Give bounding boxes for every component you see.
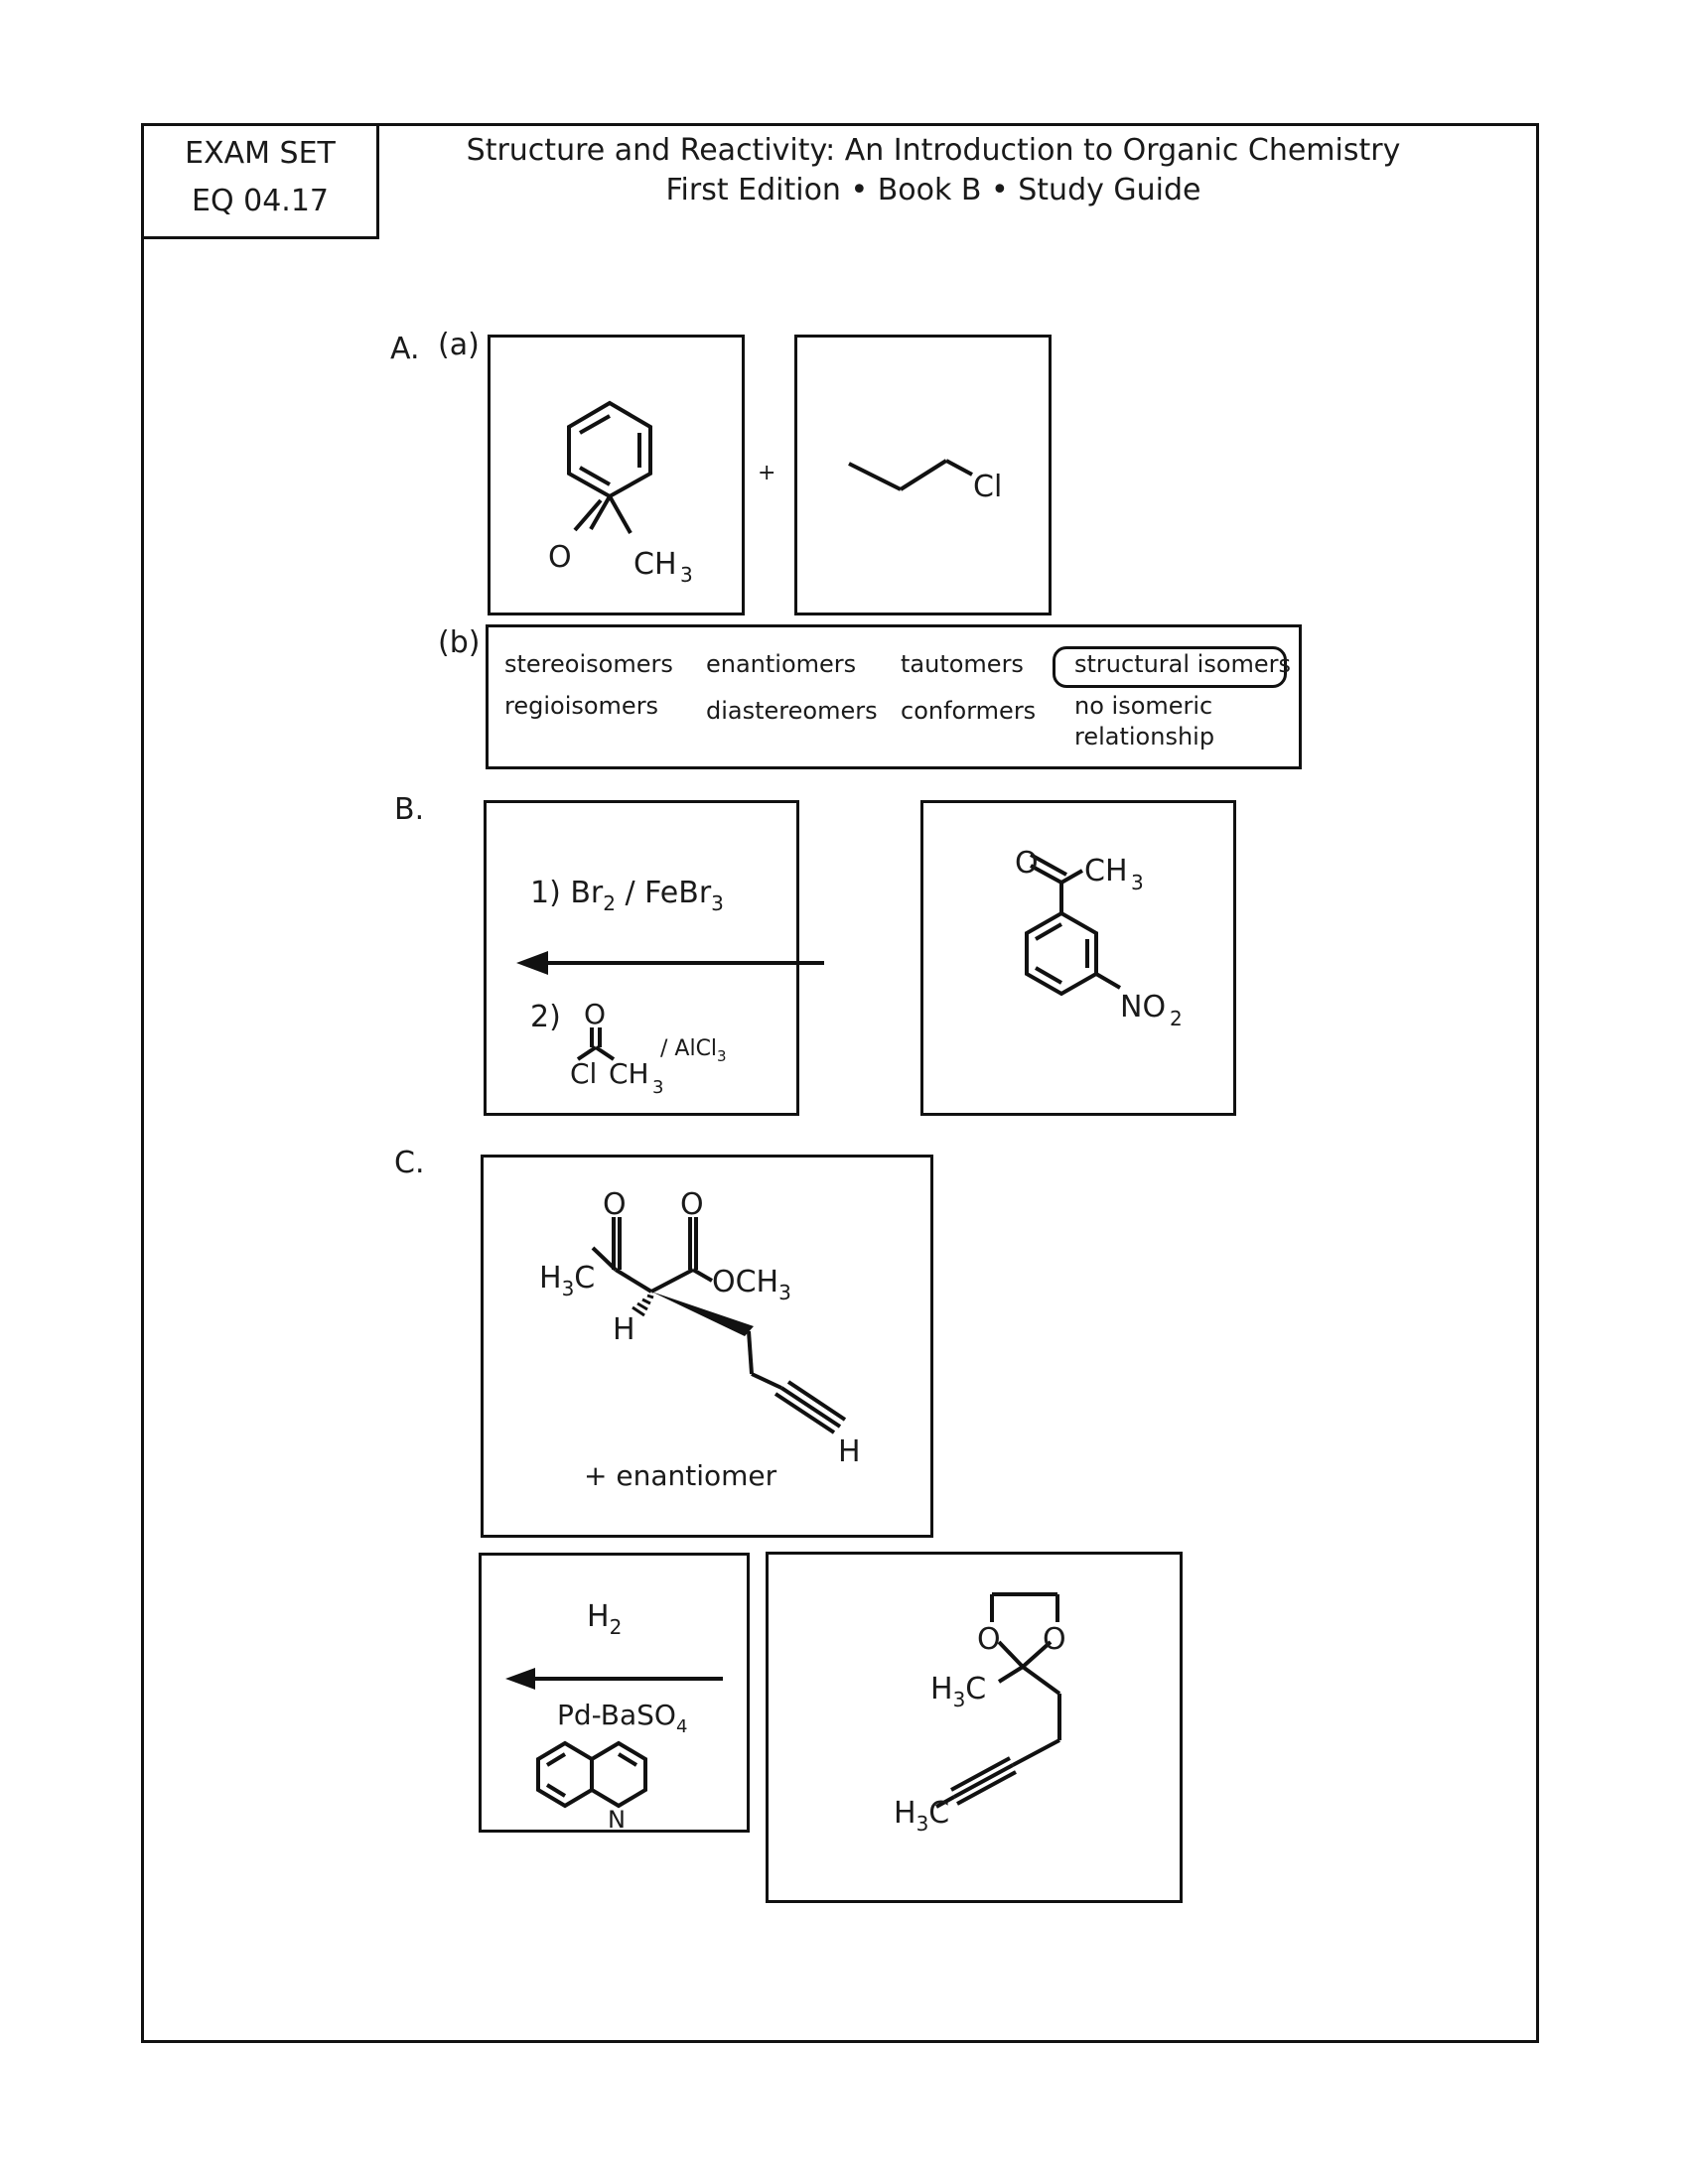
part-c-label: C. [394,1146,425,1180]
alcl3-text: / AlCl$_3$ [660,1036,727,1065]
option-relationship[interactable]: relationship [1074,723,1215,751]
option-diastereomers[interactable]: diastereomers [706,697,878,725]
reagents-c-drawing [482,1556,753,1836]
isomer-options-box [486,624,1302,769]
acyl-ch-sub: 3 [652,1077,664,1098]
nitro-sub: 2 [1170,1007,1183,1030]
exam-tag [141,123,379,239]
part-a-label: A. [390,332,420,366]
part-b-label: B. [394,792,425,827]
dioxolane-o2: O [1043,1622,1066,1657]
quinoline-n: N [608,1806,626,1834]
alkyne-methyl-label: $H_3C$ [894,1796,950,1836]
methyl-ch: CH [633,547,677,582]
part-a-sub-b: (b) [438,625,481,660]
option-tautomers[interactable]: tautomers [901,650,1024,678]
methoxy-label: $OCH_3$ [712,1265,791,1304]
acyl-cl: Cl [570,1057,598,1090]
exam-set-label: EXAM SET [185,136,336,171]
target-molecule-structure [484,1158,936,1541]
dioxolane-alkyne-structure [769,1555,1186,1906]
chloropropane-box [794,335,1052,615]
hydrogen-label: $H_2$ [587,1599,623,1639]
plus-sign: + [758,461,776,485]
option-regioisomers[interactable]: regioisomers [504,692,659,720]
quinoline-structure [538,1743,645,1806]
part-a-sub-a: (a) [438,328,480,362]
nitroacetophenone-structure [923,803,1239,1119]
page-subtitle: First Edition • Book B • Study Guide [665,173,1201,207]
nitro-label: NO [1120,990,1167,1024]
option-enantiomers[interactable]: enantiomers [706,650,857,678]
terminal-h: H [838,1434,861,1469]
acetophenone-structure [491,338,748,618]
ester-o: O [680,1187,704,1222]
catalyst-label: Pd-BaSO$_4$ [557,1699,688,1737]
product-o: O [1015,846,1039,881]
acyl-o: O [584,998,607,1030]
methyl-sub: 3 [680,563,693,587]
chloropropane-structure [797,338,1055,618]
ketone-o: O [603,1187,627,1222]
arrowhead-c [505,1668,535,1690]
ketal-methyl-label: $H_3C$ [930,1672,987,1711]
acetophenone-box [488,335,745,615]
arrowhead-b [516,951,548,975]
carbonyl-o: O [548,540,572,575]
reagents-b-drawing [487,803,802,1119]
reagents-box-b [484,800,799,1116]
starting-material-box [766,1552,1183,1903]
target-molecule-box [481,1155,933,1538]
page-title: Structure and Reactivity: An Introduction to Organic Chemistry [466,133,1401,168]
product-ch: CH [1084,854,1128,888]
option-conformers[interactable]: conformers [901,697,1037,725]
reagents-box-c [479,1553,750,1833]
option-no-isomeric[interactable]: no isomeric [1074,692,1213,720]
methyl-label: $H_3C$ [539,1261,596,1300]
stereo-h: H [613,1312,635,1347]
option-stereoisomers[interactable]: stereoisomers [504,650,673,678]
step1-text: 1) $Br_2$ / FeBr$_3$ [530,876,724,915]
step2-label: 2) [530,1000,561,1034]
hash-bond [633,1296,653,1315]
product-box-b [920,800,1236,1116]
exam-number: EQ 04.17 [192,184,329,218]
option-structural-isomers[interactable]: structural isomers [1074,650,1292,678]
product-ch-sub: 3 [1131,871,1144,894]
enantiomer-note: + enantiomer [584,1459,777,1492]
acyl-ch: CH [609,1057,649,1090]
chlorine-label: Cl [973,470,1003,504]
dioxolane-o1: O [977,1622,1001,1657]
acetyl-chloride-bonds [578,1027,614,1059]
